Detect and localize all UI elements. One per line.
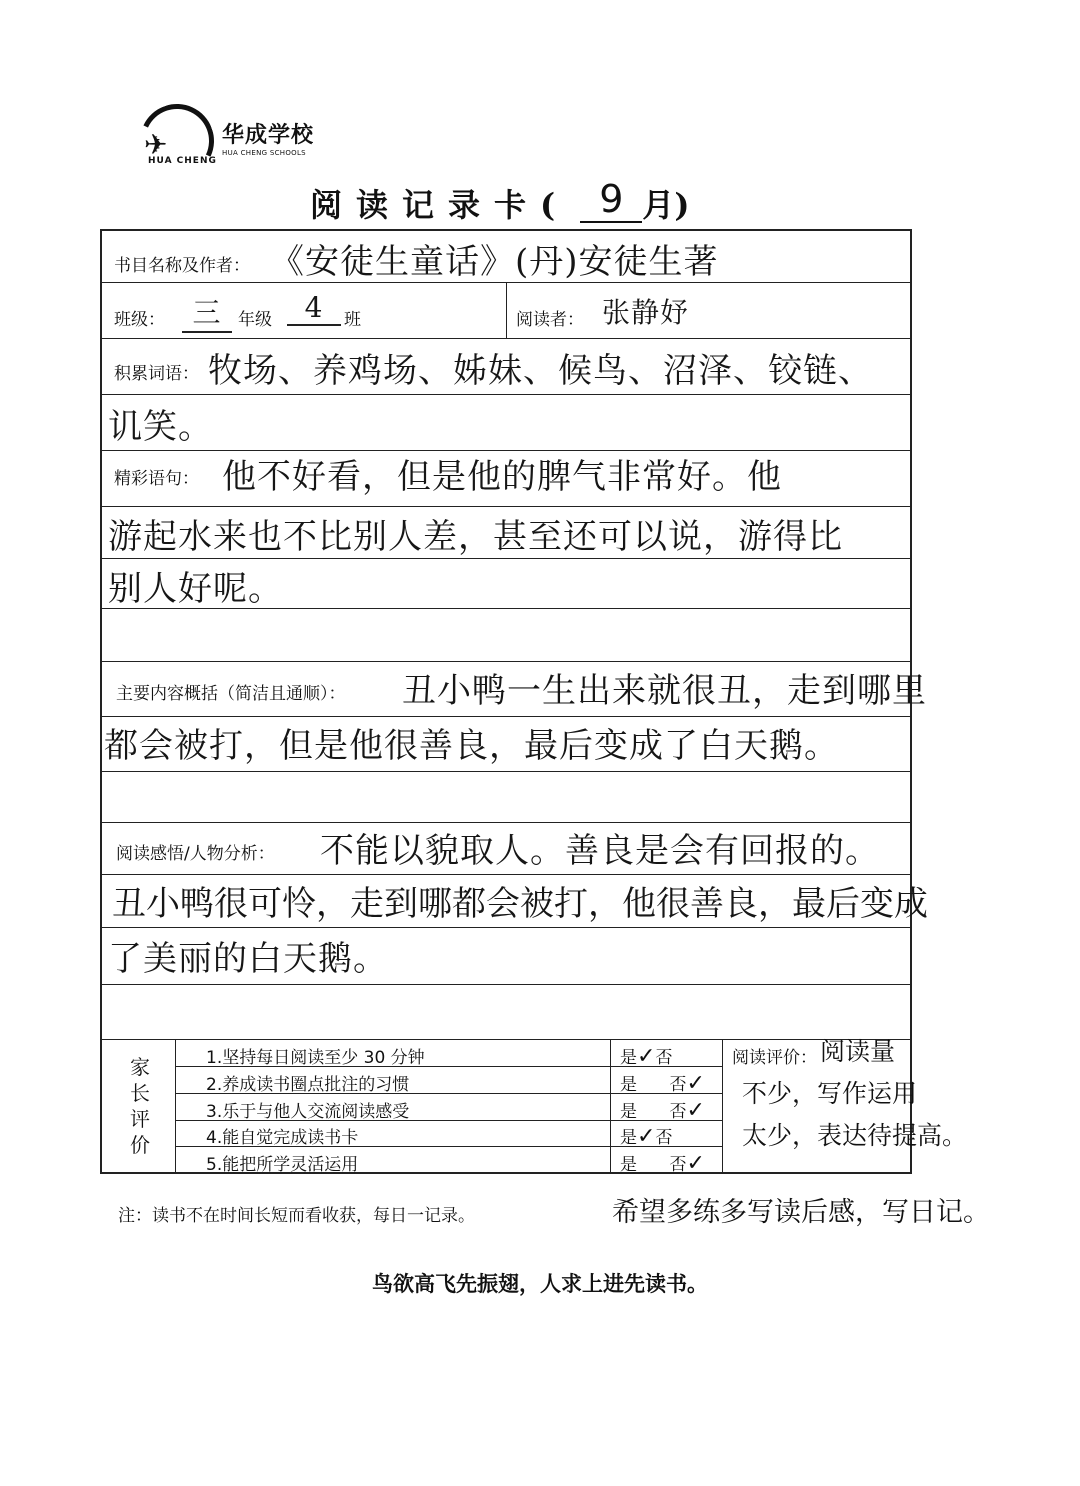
comment-label: 阅读评价：: [732, 1048, 817, 1068]
reflection-label: 阅读感悟/人物分析：: [116, 844, 275, 864]
comment-line-2: 不少，写作运用: [742, 1079, 918, 1108]
logo-text: HUA CHENG: [148, 156, 217, 166]
footer-motto: 鸟欲高飞先振翅，人求上进先读书。: [372, 1272, 708, 1296]
divider: [102, 984, 910, 985]
grade-value: 三: [182, 291, 232, 333]
eval-item-3: 3.乐于与他人交流阅读感受: [206, 1102, 410, 1122]
divider: [102, 394, 910, 395]
sentences-line-3: 别人好呢。: [108, 569, 283, 609]
card-title: 阅读记录卡( 9 月): [310, 177, 690, 224]
check-icon: ✓: [637, 1044, 656, 1069]
school-name-cn: 华成学校: [222, 123, 315, 148]
divider: [506, 282, 507, 338]
summary-line-1: 丑小鸭一生出来就很丑，走到哪里: [402, 671, 927, 711]
vocab-line-2: 讥笑。: [108, 407, 213, 447]
sentences-line-2: 游起水来也不比别人差，甚至还可以说，游得比: [108, 517, 843, 557]
month-value: 9: [580, 177, 642, 223]
bird-icon: ✈: [144, 128, 168, 161]
reader-label: 阅读者：: [516, 310, 584, 330]
summary-line-2: 都会被打，但是他很善良，最后变成了白天鹅。: [104, 726, 839, 766]
divider: [102, 927, 910, 928]
month-unit: 月: [642, 186, 675, 224]
check-icon: ✓: [637, 1124, 656, 1149]
yes-no-4[interactable]: 是✓否: [620, 1124, 673, 1149]
yes-no-2[interactable]: 是 否✓: [620, 1071, 705, 1096]
divider: [102, 771, 910, 772]
footer-note: 注：读书不在时间长短而看收获，每日一记录。: [118, 1206, 475, 1226]
grade-unit: 年级: [238, 310, 272, 330]
yes-no-3[interactable]: 是 否✓: [620, 1098, 705, 1123]
comment-line-4: 希望多练多写读后感，写日记。: [612, 1197, 990, 1228]
divider: [102, 716, 910, 717]
check-icon: ✓: [686, 1151, 705, 1176]
divider: [102, 1039, 910, 1040]
divider: [175, 1039, 176, 1172]
comment-line-3: 太少，表达待提高。: [742, 1121, 968, 1150]
divider: [102, 874, 910, 875]
class-label: 班级：: [114, 310, 165, 330]
yes-no-5[interactable]: 是 否✓: [620, 1151, 705, 1176]
check-icon: ✓: [686, 1098, 705, 1123]
sentences-line-1: 他不好看，但是他的脾气非常好。他: [222, 457, 782, 497]
divider: [102, 338, 910, 339]
eval-item-5: 5.能把所学灵活运用: [206, 1155, 359, 1175]
vocab-label: 积累词语：: [114, 364, 199, 384]
divider: [610, 1039, 611, 1172]
school-logo: [136, 100, 326, 172]
eval-item-1: 1.坚持每日阅读至少 30 分钟: [206, 1048, 425, 1068]
summary-label: 主要内容概括（简洁且通顺）：: [116, 684, 346, 704]
school-name-en: HUA CHENG SCHOOLS: [222, 149, 306, 157]
reader-value: 张静妤: [602, 296, 690, 329]
eval-item-4: 4.能自觉完成读书卡: [206, 1128, 359, 1148]
parent-eval-label: 家 长 评 价: [130, 1055, 150, 1157]
book-value: 《安徒生童话》(丹)安徒生著: [270, 242, 719, 282]
divider: [722, 1039, 723, 1172]
check-icon: ✓: [686, 1071, 705, 1096]
reflection-line-2: 丑小鸭很可怜，走到哪都会被打，他很善良，最后变成: [112, 884, 928, 924]
reflection-line-3: 了美丽的白天鹅。: [108, 939, 388, 979]
sentences-label: 精彩语句：: [114, 469, 199, 489]
card-title-text: 阅读记录卡: [310, 186, 541, 224]
divider: [102, 661, 910, 662]
class-unit: 班: [344, 310, 361, 330]
comment-line-1: 阅读量: [820, 1037, 896, 1066]
reflection-line-1: 不能以貌取人。善良是会有回报的。: [320, 831, 880, 871]
divider: [102, 506, 910, 507]
divider: [102, 558, 910, 559]
vocab-line-1: 牧场、养鸡场、姊妹、候鸟、沼泽、铰链、: [208, 351, 873, 391]
yes-no-1[interactable]: 是✓否: [620, 1044, 673, 1069]
eval-item-2: 2.养成读书圈点批注的习惯: [206, 1075, 410, 1095]
reading-record-table: [100, 229, 968, 1176]
class-value: 4: [287, 291, 341, 326]
book-label: 书目名称及作者：: [114, 256, 250, 276]
